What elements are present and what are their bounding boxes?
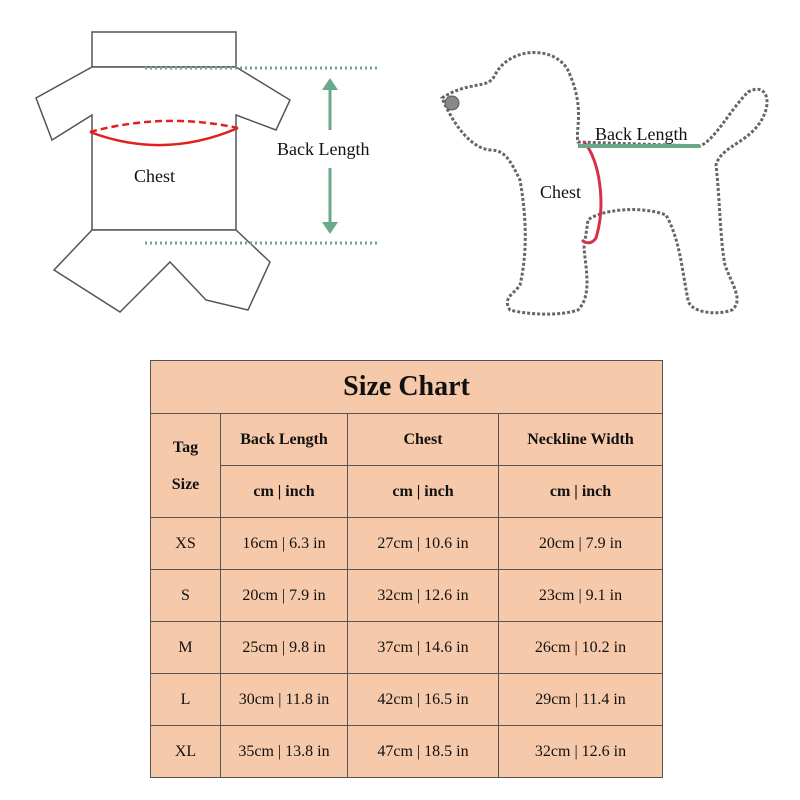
table-row [151,726,663,778]
chest-cell: 27cm | 10.6 in [348,518,499,570]
column-header-neckline-width: Neckline Width [499,414,663,466]
neckline-width-cell: 20cm | 7.9 in [499,518,663,570]
size-cell: S [151,570,221,622]
chest-cell: 32cm | 12.6 in [348,570,499,622]
back-length-cell: 30cm | 11.8 in [221,674,348,726]
shirt-chest-label: Chest [134,166,176,186]
column-header-back-length: Back Length [221,414,348,466]
chest-cell: 37cm | 14.6 in [348,622,499,674]
tag-header-line-1: Tag [172,438,199,456]
back-length-cell: 16cm | 6.3 in [221,518,348,570]
neckline-width-cell: 23cm | 9.1 in [499,570,663,622]
dog-diagram [420,0,800,340]
size-cell: XS [151,518,221,570]
table-row [151,622,663,674]
tag-size-header [151,414,221,518]
dog-chest-line [582,142,601,243]
back-length-cell: 25cm | 9.8 in [221,622,348,674]
chest-cell: 47cm | 18.5 in [348,726,499,778]
dog-back-length-label: Back Length [595,124,688,144]
back-length-cell: 20cm | 7.9 in [221,570,348,622]
tag-header-line-2: Size [171,475,200,493]
table-row [151,570,663,622]
size-chart-title: Size Chart [151,361,663,414]
dog-nose-icon [445,96,459,110]
neckline-width-cell: 29cm | 11.4 in [499,674,663,726]
neckline-width-cell: 32cm | 12.6 in [499,726,663,778]
size-cell: L [151,674,221,726]
neckline-width-cell: 26cm | 10.2 in [499,622,663,674]
shirt-back-length-label: Back Length [277,139,370,159]
chest-cell: 42cm | 16.5 in [348,674,499,726]
table-row [151,518,663,570]
size-cell: XL [151,726,221,778]
column-header-chest: Chest [348,414,499,466]
size-chart-table [150,360,663,778]
back-length-cell: 35cm | 13.8 in [221,726,348,778]
shirt-diagram [0,0,400,340]
table-row [151,674,663,726]
dog-outline [442,53,767,315]
unit-header-chest: cm | inch [348,466,499,518]
unit-header-neckline-width: cm | inch [499,466,663,518]
dog-chest-label: Chest [540,182,582,202]
unit-header-back-length: cm | inch [221,466,348,518]
size-cell: M [151,622,221,674]
